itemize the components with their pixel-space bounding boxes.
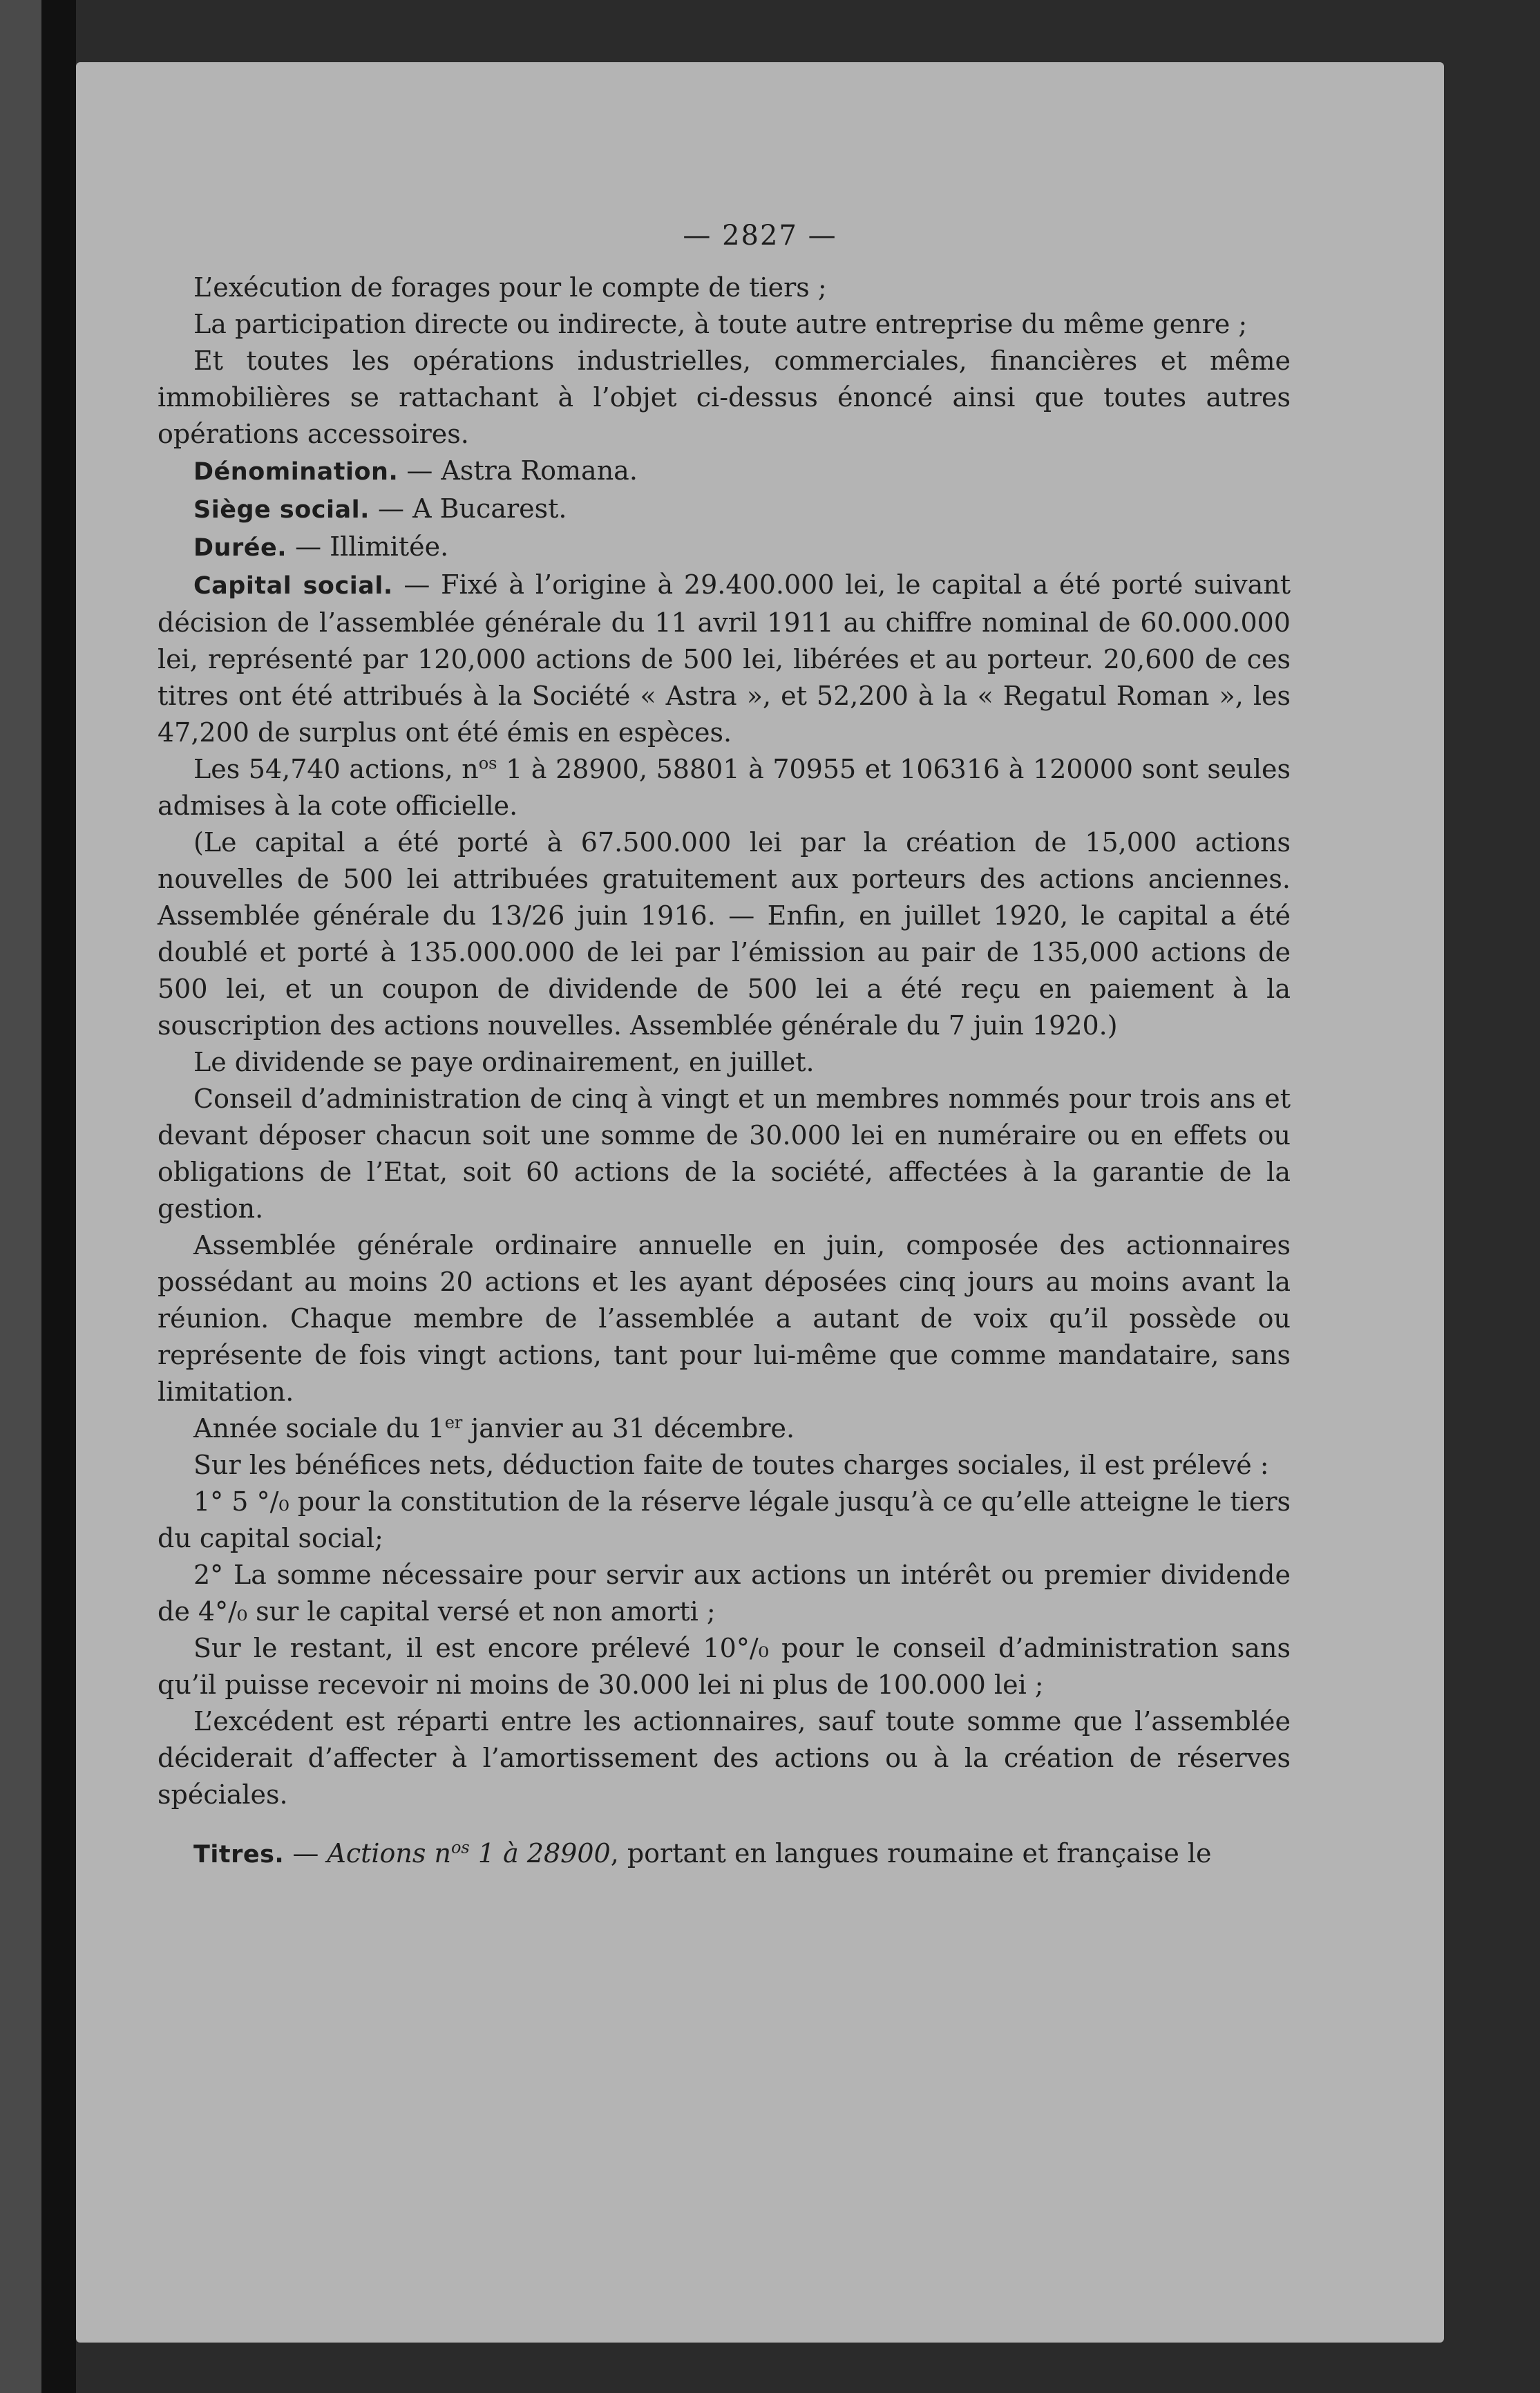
paragraph-conseil: Conseil d’administration de cinq à vingt et un membres nommés pour trois ans et devant déposer chacun soit une somme de 30.000 lei en numéraire ou en effets ou obligations de l’Etat, soit 60 actions de la société, affectées à la garantie de la gestion. [158, 1084, 1291, 1224]
siege-text: — A Bucarest. [369, 493, 567, 524]
cote-text-a: Les 54,740 actions, n [193, 754, 479, 784]
titres-italic-a: Actions n [327, 1838, 451, 1869]
paragraph-reserve: 1° 5 °/₀ pour la constitution de la réserve légale jusqu’à ce qu’elle atteigne le tiers du capital social; [158, 1486, 1291, 1553]
cote-superscript: os [478, 753, 497, 773]
paragraph-restant: Sur le restant, il est encore prélevé 10°/₀ pour le conseil d’administration sans qu’il puisse recevoir ni moins de 30.000 lei ni plus de 100.000 lei ; [158, 1633, 1291, 1700]
cote-text-b: 1 à 28900, 58801 à 70955 et 106316 à 120000 sont seules admises à la cote officielle. [158, 754, 1291, 821]
denomination-text: — Astra Romana. [398, 455, 638, 486]
capital-text: — Fixé à l’origine à 29.400.000 lei, le capital a été porté suivant décision de l’assemblée générale du 11 avril 1911 au chiffre nominal de 60.000.000 lei, représenté par 120,000 actions de 500 lei, libérées et au porteur. 20,600 de ces titres ont été attribués à la Société « Astra », et 52,200 à la « Regatul Roman », les 47,200 de surplus ont été émis en espèces. [158, 569, 1291, 748]
annee-text-b: janvier au 31 décembre. [462, 1413, 795, 1444]
titres-dash: — [284, 1838, 327, 1869]
paragraph-participation: La participation directe ou indirecte, à toute autre entreprise du même genre ; [193, 309, 1248, 339]
titres-italic-b: 1 à 28900 [469, 1838, 611, 1869]
paragraph-augmentation: (Le capital a été porté à 67.500.000 lei par la création de 15,000 actions nouvelles de 500 lei attribuées gratuitement aux porteurs des actions anciennes. Assemblée générale du 13/26 juin 1916. — Enfin, en juillet 1920, le capital a été doublé et porté à 135.000.000 de lei par l’émission au pair de 135,000 actions de 500 lei, et un coupon de dividende de 500 lei a été reçu en paiement à la souscription des actions nouvelles. Assemblée générale du 7 juin 1920.) [158, 827, 1291, 1041]
titres-text: , portant en langues roumaine et française le [610, 1838, 1212, 1869]
text-body [158, 269, 1291, 1873]
paragraph-cote [158, 751, 1291, 824]
paragraph-annee [158, 1410, 1291, 1447]
paragraph-capital [158, 567, 1291, 751]
annee-superscript: er [444, 1412, 463, 1432]
duree-label: Durée. [193, 534, 287, 562]
paragraph-forages: L’exécution de forages pour le compte de tiers ; [193, 272, 827, 303]
paragraph-operations: Et toutes les opérations industrielles, commerciales, financières et même immobilières se rattachant à l’objet ci-dessus énoncé ainsi que toutes autres opérations accessoires. [158, 346, 1291, 449]
scan-binding-edge [0, 0, 41, 2393]
annee-text-a: Année sociale du 1 [193, 1413, 445, 1444]
paragraph-interet: 2° La somme nécessaire pour servir aux actions un intérêt ou premier dividende de 4°/₀ sur le capital versé et non amorti ; [158, 1560, 1291, 1627]
titres-label: Titres. [193, 1841, 285, 1869]
paragraph-assemblee: Assemblée générale ordinaire annuelle en juin, composée des actionnaires possédant au moins 20 actions et les ayant déposées cinq jours au moins avant la réunion. Chaque membre de l’assemblée a autant de voix qu’il possède ou représente de fois vingt actions, tant pour lui-même que comme mandataire, sans limitation. [158, 1230, 1291, 1407]
duree-text: — Illimitée. [287, 531, 449, 562]
capital-label: Capital social. [193, 572, 393, 600]
titres-superscript: os [450, 1837, 470, 1857]
paragraph-benefices: Sur les bénéfices nets, déduction faite de toutes charges sociales, il est prélevé : [193, 1450, 1269, 1480]
paragraph-denomination [158, 453, 1291, 491]
scan-binding-shadow [41, 0, 76, 2393]
denomination-label: Dénomination. [193, 458, 399, 486]
paragraph-titres [158, 1835, 1291, 1873]
siege-label: Siège social. [193, 496, 370, 524]
paragraph-excedent: L’excédent est réparti entre les actionnaires, sauf toute somme que l’assemblée déciderait d’affecter à l’amortissement des actions ou à la création de réserves spéciales. [158, 1706, 1291, 1810]
paragraph-dividende: Le dividende se paye ordinairement, en juillet. [193, 1047, 815, 1077]
page-number: — 2827 — [683, 220, 837, 252]
paragraph-siege [158, 491, 1291, 529]
paragraph-duree [158, 529, 1291, 567]
document-page [76, 62, 1444, 2343]
